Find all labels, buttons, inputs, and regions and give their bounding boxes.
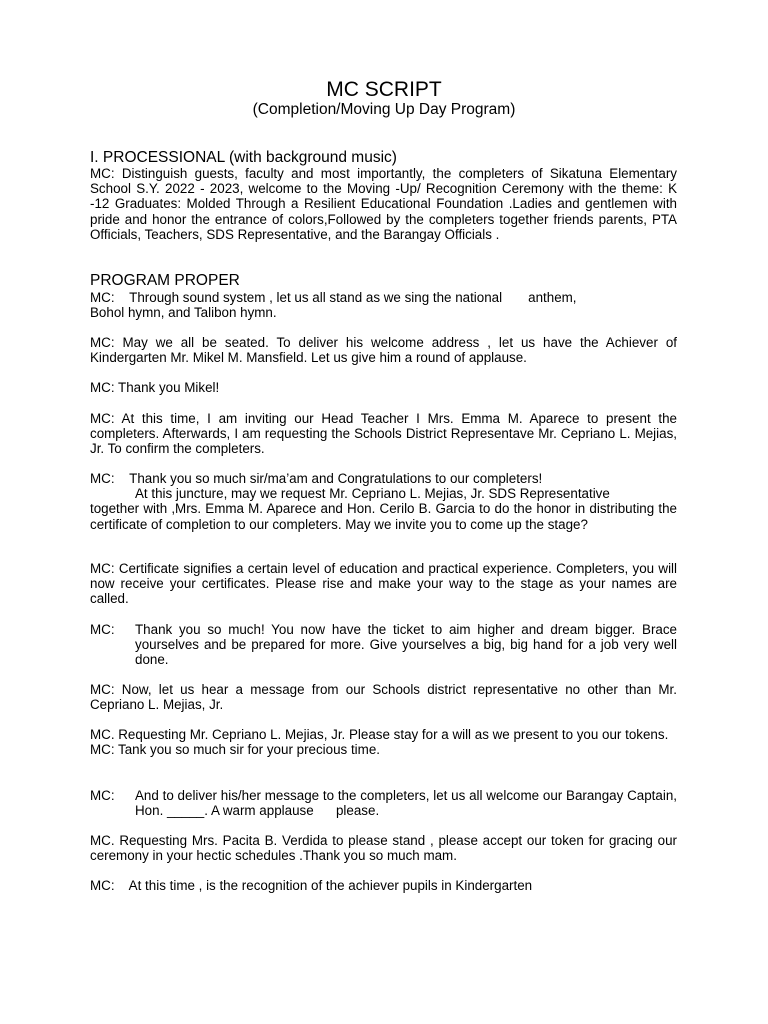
captain-text: And to deliver his/her message to the completers, let us all welcome our Barangay Captain, Hon. _____. A warm applause please. — [135, 788, 681, 819]
anthem-line-1: MC: Through sound system , let us all stand as we sing the national anthem, — [90, 290, 577, 305]
congrats-line-2: At this juncture, may we request Mr. Cepriano L. Mejias, Jr. SDS Representative — [135, 486, 610, 502]
verdida-paragraph: MC. Requesting Mrs. Pacita B. Verdida to please stand , please accept our token for gracing our ceremony in your hectic schedules .Thank you so much mam. — [90, 833, 677, 864]
message-paragraph: MC: Now, let us hear a message from our Schools district representative no other than Mr. Cepriano L. Mejias, Jr. — [90, 682, 677, 713]
captain-label: MC: — [90, 788, 115, 803]
processional-heading: I. PROCESSIONAL (with background music) — [90, 149, 397, 166]
congrats-rest: together with ,Mrs. Emma M. Aparece and Hon. Cerilo B. Garcia to do the honor in distributing the certificate of completion to our completers. May we invite you to come up the stage? — [90, 501, 677, 532]
ticket-text: Thank you so much! You now have the ticket to aim higher and dream bigger. Brace yourselves and be prepared for more. Give yourselves a big, big hand for a job very well done. — [135, 622, 677, 668]
processional-paragraph: MC: Distinguish guests, faculty and most importantly, the completers of Sikatuna Elementary School S.Y. 2022 - 2023, welcome to the Moving -Up/ Recognition Ceremony with the theme: K -12 Graduates: Molded Through a Resilient Educational Foundation .Ladies and gentlemen with pride and honor the entrance of colors,Followed by the completers together friends parents, PTA Officials, Teachers, SDS Representative, and the Barangay Officials . — [90, 166, 677, 242]
anthem-line-2: Bohol hymn, and Talibon hymn. — [90, 305, 277, 321]
thank-mikel-paragraph: MC: Thank you Mikel! — [90, 380, 220, 395]
certificate-paragraph: MC: Certificate signifies a certain level of education and practical experience. Completers, you will now receive your certificates. Please rise and make your way to the stage as your names are called. — [90, 561, 677, 607]
anthem-paragraph — [90, 290, 677, 320]
captain-paragraph — [90, 788, 681, 819]
tank-you-paragraph: MC: Tank you so much sir for your precious time. — [90, 742, 380, 758]
welcome-paragraph: MC: May we all be seated. To deliver his welcome address , let us have the Achiever of Kindergarten Mr. Mikel M. Mansfield. Let us give him a round of applause. — [90, 335, 677, 366]
ticket-label: MC: — [90, 622, 115, 637]
document-title: MC SCRIPT — [326, 78, 442, 101]
program-proper-heading: PROGRAM PROPER — [90, 272, 240, 289]
ticket-paragraph — [90, 622, 677, 668]
document-subtitle: (Completion/Moving Up Day Program) — [252, 101, 516, 118]
head-teacher-paragraph: MC: At this time, I am inviting our Head Teacher I Mrs. Emma M. Aparece to present the completers. Afterwards, I am requesting the Schools District Representave Mr. Cepriano L. Mejias, Jr. To confirm the completers. — [90, 411, 677, 457]
congrats-paragraph — [90, 471, 677, 532]
congrats-line-1: MC: Thank you so much sir/ma’am and Congratulations to our completers! — [90, 471, 543, 486]
recognition-paragraph: MC: At this time , is the recognition of the achiever pupils in Kindergarten — [90, 878, 533, 893]
tokens-block — [90, 727, 677, 757]
tokens-paragraph: MC. Requesting Mr. Cepriano L. Mejias, Jr. Please stay for a will as we present to you our tokens. — [90, 727, 669, 742]
